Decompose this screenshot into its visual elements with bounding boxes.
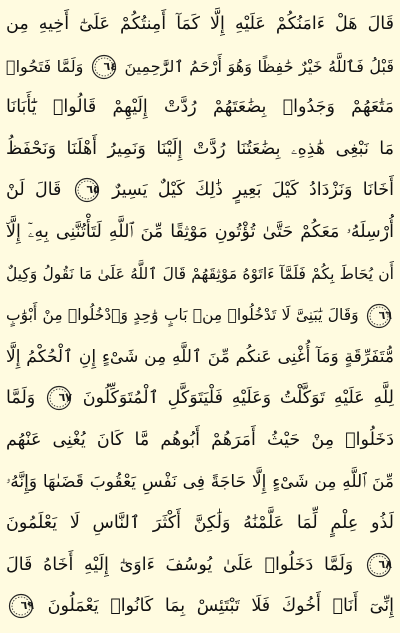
text-line: [6, 87, 394, 129]
text-line: [6, 254, 394, 296]
verse-text: إِنِّىٓ أَنَا۠ أَخُوكَ فَلَا تَبْتَئِسْ بِمَا كَانُوا۟ يَعْمَلُونَ: [47, 596, 394, 617]
verse-number: ٦٩: [20, 599, 34, 613]
verse-text: مَتَٰعَهُمْ وَجَدُوا۟ بِضَٰعَتَهُمْ رُدَّتْ إِلَيْهِمْ قَالُوا۟ يَٰٓأَبَانَا: [6, 97, 394, 118]
verse-number: ٦٥: [86, 183, 100, 197]
verse-text: مِّنَ ٱللَّهِ مِن شَىْءٍ إِلَّا حَاجَةً فِى نَفْسِ يَعْقُوبَ قَضَىٰهَا وَإِنَّهُۥ: [6, 471, 394, 492]
verse-text: لَذُو عِلْمٍ لِّمَا عَلَّمْنَٰهُ وَلَٰكِنَّ أَكْثَرَ ٱلنَّاسِ لَا يَعْلَمُونَ: [6, 513, 394, 534]
verse-number: ٦٨: [378, 557, 392, 571]
verse-number: ٦٤: [103, 60, 117, 74]
verse-text: وَلَمَّا فَتَحُوا۟: [6, 56, 84, 76]
verse-text: دَخَلُوا۟ مِنْ حَيْثُ أَمَرَهُمْ أَبُوهُم مَّا كَانَ يُغْنِى عَنْهُم: [6, 429, 394, 450]
verse-text: قَالَ لَنْ: [6, 180, 62, 201]
verse-number-marker: [366, 552, 392, 578]
text-line: [6, 129, 394, 171]
text-line: [6, 586, 394, 628]
verse-number-marker: [74, 177, 100, 203]
verse-text: أُرْسِلَهُۥ مَعَكُمْ حَتَّىٰ تُؤْتُونِ مَوْثِقًا مِّنَ ٱللَّهِ لَتَأْتُنَّنِى بِهِۦٓ إِلَّآ: [6, 221, 394, 242]
verse-text: قَبْلُ فَٱللَّهُ خَيْرٌ حَٰفِظًا وَهُوَ أَرْحَمُ ٱلرَّٰحِمِينَ: [124, 56, 394, 76]
verse-text: مُّتَفَرِّقَةٍ وَمَآ أُغْنِى عَنكُم مِّنَ ٱللَّهِ مِن شَىْءٍ إِنِ ٱلْحُكْمُ إِلَّا: [6, 346, 394, 367]
verse-number-marker: [46, 385, 72, 411]
verse-text: وَلَمَّا: [6, 388, 36, 409]
verse-number: ٦٦: [378, 308, 392, 322]
verse-number: ٦٧: [58, 391, 73, 405]
text-line: [6, 378, 394, 420]
verse-text: أَن يُحَاطَ بِكُمْ فَلَمَّآ ءَاتَوْهُ مَوْثِقَهُمْ قَالَ ٱللَّهُ عَلَىٰ مَا نَقُولُ وَكِيلٌ: [6, 264, 394, 283]
text-line: [6, 545, 394, 587]
verse-number-marker: [366, 303, 392, 329]
verse-text: قَالَ هَلْ ءَامَنُكُمْ عَلَيْهِ إِلَّا كَمَآ أَمِنتُكُمْ عَلَىٰٓ أَخِيهِ مِن: [6, 14, 394, 34]
text-line: [6, 337, 394, 379]
verse-text: أَخَانَا وَنَزْدَادُ كَيْلَ بَعِيرٍ ذَٰلِكَ كَيْلٌ يَسِيرٌ: [112, 180, 394, 201]
text-line: [6, 212, 394, 254]
text-line: [6, 295, 394, 337]
text-line: [6, 46, 394, 88]
verse-text: وَقَالَ يَٰبَنِىَّ لَا تَدْخُلُوا۟ مِنۢ بَابٍ وَٰحِدٍ وَٱدْخُلُوا۟ مِنْ أَبْوَٰبٍ: [6, 306, 359, 325]
text-line: [6, 420, 394, 462]
text-line: [6, 503, 394, 545]
text-line: [6, 462, 394, 504]
verse-number-marker: [8, 593, 34, 619]
text-line: [6, 170, 394, 212]
verse-text: مَا نَبْغِى هَٰذِهِۦ بِضَٰعَتُنَا رُدَّتْ إِلَيْنَا وَنَمِيرُ أَهْلَنَا وَنَحْفَظُ: [6, 138, 394, 159]
verse-text: وَلَمَّا دَخَلُوا۟ عَلَىٰ يُوسُفَ ءَاوَىٰٓ إِلَيْهِ أَخَاهُ قَالَ: [6, 554, 354, 575]
text-line: [6, 4, 394, 46]
verse-text: لِلَّهِ عَلَيْهِ تَوَكَّلْتُ وَعَلَيْهِ فَلْيَتَوَكَّلِ ٱلْمُتَوَكِّلُونَ: [82, 388, 394, 409]
verse-number-marker: [91, 54, 117, 80]
